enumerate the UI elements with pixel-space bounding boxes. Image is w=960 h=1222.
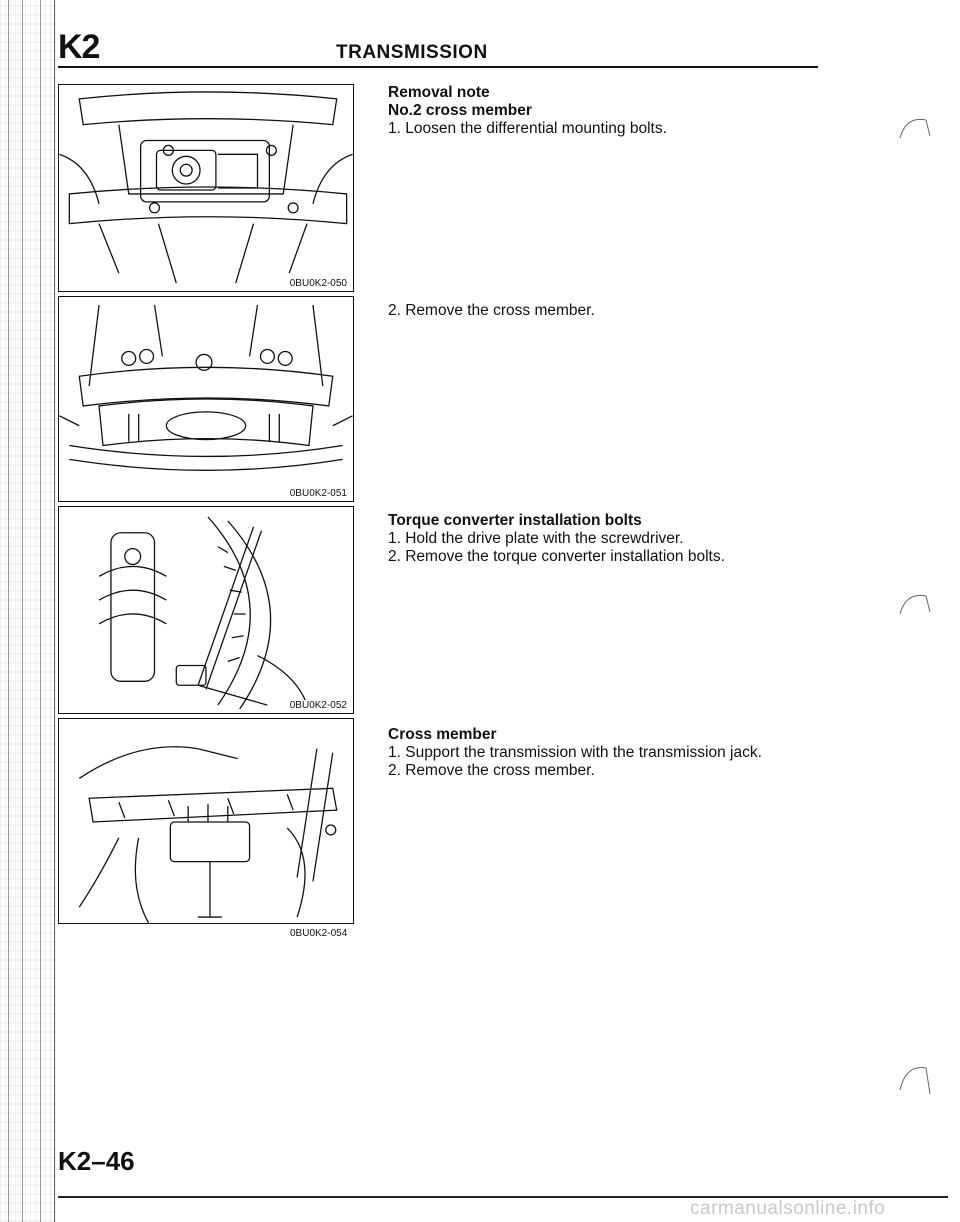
- binding-line: [8, 0, 9, 1222]
- binding-line: [22, 0, 23, 1222]
- page-number: K2–46: [58, 1146, 135, 1176]
- cross-member-note: [388, 726, 808, 780]
- torque-converter-note: [388, 512, 808, 566]
- torque-step-1: 1. Hold the drive plate with the screwdriver.: [388, 530, 684, 547]
- figure-code: 0BU0K2-051: [289, 488, 347, 499]
- figure-differential-mount: [58, 84, 354, 292]
- torque-note-heading: Torque converter installation bolts: [388, 512, 642, 529]
- removal-note-step-2: [388, 302, 808, 320]
- torque-step-2: 2. Remove the torque converter installation bolts.: [388, 548, 725, 565]
- margin-mark: [896, 1060, 936, 1100]
- section-code: K2: [58, 28, 100, 66]
- cross-step-1: 1. Support the transmission with the transmission jack.: [388, 744, 762, 761]
- cross-note-heading: Cross member: [388, 726, 497, 743]
- figure-torque-converter: [58, 506, 354, 714]
- margin-mark: [896, 588, 936, 618]
- header-rule: [58, 66, 818, 68]
- binding-line: [54, 0, 55, 1222]
- transmission-jack-illustration: [59, 719, 353, 923]
- figure-cross-member-bolts: [58, 296, 354, 502]
- figure-code: 0BU0K2-050: [289, 278, 347, 289]
- differential-illustration: [59, 85, 353, 291]
- binding-line: [40, 0, 41, 1222]
- figure-transmission-jack: [58, 718, 354, 924]
- removal-step-1: 1. Loosen the differential mounting bolts.: [388, 120, 667, 137]
- removal-step-2: 2. Remove the cross member.: [388, 302, 595, 319]
- watermark: carmanualsonline.info: [690, 1198, 886, 1219]
- page-title: TRANSMISSION: [336, 42, 488, 63]
- figure-code: 0BU0K2-054: [290, 928, 348, 939]
- cross-step-2: 2. Remove the cross member.: [388, 762, 595, 779]
- removal-note-heading: Removal note: [388, 84, 490, 101]
- removal-note: [388, 84, 808, 138]
- margin-mark: [896, 112, 936, 142]
- figure-code: 0BU0K2-052: [289, 700, 347, 711]
- removal-note-subheading: No.2 cross member: [388, 102, 532, 119]
- cross-member-illustration: [59, 297, 353, 501]
- torque-converter-illustration: [59, 507, 353, 713]
